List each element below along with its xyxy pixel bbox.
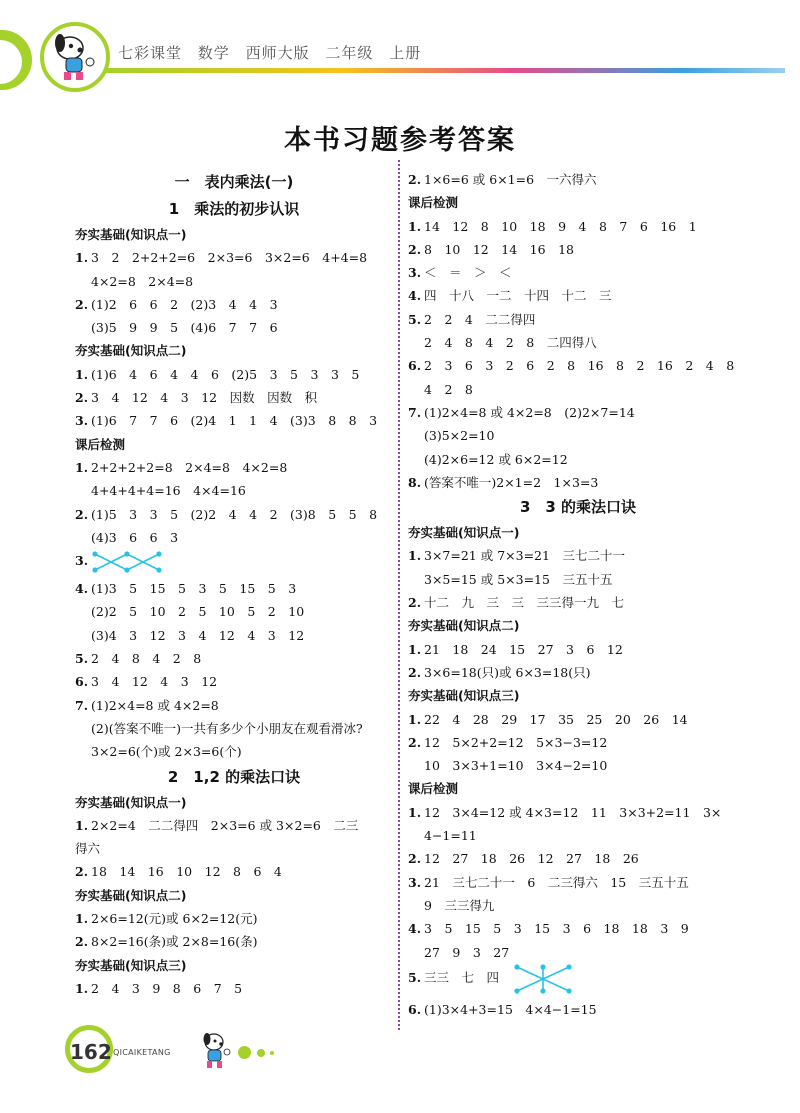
star-lines-figure	[511, 964, 575, 994]
answer-number: 6.	[408, 358, 422, 374]
answer-number: 2.	[408, 241, 422, 257]
answer-text: 12 3×4=12 或 4×3=12 11 3×3+2=11 3×	[424, 804, 722, 820]
answer-text: 22 4 28 29 17 35 25 20 26 14	[424, 711, 688, 727]
answer-number: 5.	[408, 311, 422, 327]
answer-number: 6.	[75, 674, 89, 690]
answer-number: 3.	[75, 413, 89, 429]
answer-text: (1)6 7 7 6 (2)4 1 1 4 (3)3 8 8 3	[91, 413, 378, 429]
answer-line-continued: 4+4+4+4=16 4×4=16	[91, 483, 246, 499]
answer-line	[408, 215, 748, 238]
answer-line	[408, 261, 748, 284]
answer-number: 1.	[75, 366, 89, 382]
answer-number: 8.	[408, 474, 422, 490]
footer-dot-medium	[257, 1049, 265, 1057]
subsection-heading: 课后检测	[408, 195, 459, 211]
answer-text: 21 18 24 15 27 3 6 12	[424, 641, 623, 657]
header-grade: 二年级	[325, 44, 374, 62]
answer-text: (1)2×4=8 或 4×2=8	[91, 697, 219, 713]
answer-number: 2.	[75, 934, 89, 950]
answer-line	[75, 293, 393, 316]
answer-number: 2.	[75, 390, 89, 406]
answer-line-continued: (3)5 9 9 5 (4)6 7 7 6	[91, 320, 278, 336]
answer-line	[75, 860, 393, 883]
answer-line	[408, 847, 748, 870]
answer-text: (1)2 6 6 2 (2)3 4 4 3	[91, 296, 278, 312]
answer-number: 2.	[408, 851, 422, 867]
footer-dot-large	[238, 1046, 251, 1059]
answer-number: 5.	[408, 970, 422, 986]
answer-text: 四 十八 一二 十四 十二 三	[424, 288, 612, 304]
answer-line	[408, 801, 748, 824]
star-dot	[540, 964, 545, 969]
answer-number: 2.	[408, 664, 422, 680]
answer-line	[75, 386, 393, 409]
answer-figure-line	[75, 549, 393, 577]
answer-line-continued: 10 3×3+1=10 3×4−2=10	[424, 758, 608, 774]
answer-line	[408, 238, 748, 261]
answer-text: (1)5 3 3 5 (2)2 4 4 2 (3)8 5 5 8	[91, 506, 378, 522]
answer-text: 2 4 8 4 2 8	[91, 651, 202, 667]
answer-text: 3×6=18(只)或 6×3=18(只)	[424, 664, 591, 680]
answer-line	[75, 930, 393, 953]
subsection-heading: 夯实基础(知识点二)	[75, 343, 187, 359]
page-number: 162	[70, 1040, 112, 1064]
answer-line-continued: 4×2=8 2×4=8	[91, 273, 194, 289]
matching-dot	[92, 551, 97, 556]
subsection-heading: 课后检测	[408, 781, 459, 797]
answer-text: 2 2 4 二二得四	[424, 311, 536, 327]
star-dot	[566, 964, 571, 969]
answer-line	[408, 401, 748, 424]
answer-line	[408, 308, 748, 331]
answer-line	[75, 977, 393, 1000]
answer-line-wrap: 得六	[75, 841, 101, 857]
answer-number: 1.	[408, 641, 422, 657]
answer-text: 3 2 2+2+2=6 2×3=6 3×2=6 4+4=8	[91, 250, 368, 266]
answer-number: 2.	[408, 595, 422, 611]
answer-line-continued: 27 9 3 27	[424, 944, 510, 960]
header-edition: 西师大版	[245, 44, 310, 62]
dog-mascot-small-icon	[196, 1030, 236, 1072]
right-column	[408, 168, 748, 1021]
section-heading: 2 1,2 的乘法口诀	[167, 767, 301, 786]
answer-text: 3 5 15 5 3 15 3 6 18 18 3 9	[424, 921, 689, 937]
answer-number: 4.	[408, 288, 422, 304]
answer-number: 1.	[75, 817, 89, 833]
answer-text: (1)3 5 15 5 3 5 15 5 3	[91, 581, 297, 597]
answer-line	[75, 246, 393, 269]
footer-dot-small	[270, 1051, 274, 1055]
answer-number: 2.	[75, 864, 89, 880]
matching-lines-figure	[91, 551, 163, 573]
header-title	[118, 42, 431, 63]
answer-text: (答案不唯一)2×1=2 1×3=3	[424, 474, 599, 490]
answer-number: 1.	[75, 250, 89, 266]
answer-line	[75, 670, 393, 693]
answer-line	[408, 471, 748, 494]
subsection-heading: 夯实基础(知识点二)	[408, 618, 520, 634]
answer-number: 1.	[75, 459, 89, 475]
answer-line-continued: (4)3 6 6 3	[91, 529, 179, 545]
answer-number: 1.	[75, 980, 89, 996]
answer-line	[75, 409, 393, 432]
header-volume: 上册	[389, 44, 422, 62]
matching-dot	[124, 551, 129, 556]
answer-number: 1.	[408, 711, 422, 727]
answer-text: 12 27 18 26 12 27 18 26	[424, 851, 639, 867]
answer-number: 1.	[408, 804, 422, 820]
answer-line	[408, 591, 748, 614]
star-dot	[540, 988, 545, 993]
answer-number: 4.	[75, 581, 89, 597]
matching-dot	[156, 551, 161, 556]
answer-line	[75, 456, 393, 479]
answer-text: (1)2×4=8 或 4×2=8 (2)2×7=14	[424, 404, 635, 420]
answer-line-continued: 4 2 8	[424, 381, 473, 397]
answer-text: 2×6=12(元)或 6×2=12(元)	[91, 911, 258, 927]
left-column	[75, 168, 393, 1000]
answer-text: 三三 七 四	[424, 970, 500, 986]
answer-text: 3×7=21 或 7×3=21 三七二十一	[424, 548, 625, 564]
subsection-heading: 夯实基础(知识点二)	[75, 887, 187, 903]
answer-number: 3.	[75, 553, 89, 569]
answer-line-continued: 9 三三得九	[424, 897, 495, 913]
answer-text: 2×2=4 二二得四 2×3=6 或 3×2=6 二三	[91, 817, 359, 833]
matching-dot	[92, 567, 97, 572]
answer-line	[75, 694, 393, 717]
answer-number: 2.	[75, 506, 89, 522]
header-subject: 数学	[197, 44, 230, 62]
subsection-heading: 夯实基础(知识点一)	[75, 227, 187, 242]
section-heading: 1 乘法的初步认识	[168, 200, 300, 218]
answer-number: 4.	[408, 921, 422, 937]
answer-line	[408, 731, 748, 754]
answer-line	[408, 168, 748, 191]
answer-line	[408, 917, 748, 940]
answer-number: 3.	[408, 874, 422, 890]
answer-line	[75, 647, 393, 670]
answer-line-continued: (2)2 5 10 2 5 10 5 2 10	[91, 604, 305, 620]
answer-number: 1.	[75, 911, 89, 927]
answer-line-continued: 4−1=11	[424, 828, 477, 844]
answer-line	[408, 284, 748, 307]
answer-text: 8 10 12 14 16 18	[424, 241, 574, 257]
answer-line	[75, 814, 393, 837]
star-dot	[514, 964, 519, 969]
answer-line-continued: (2)(答案不唯一)一共有多少个小朋友在观看滑冰?	[91, 720, 363, 736]
answer-number: 1.	[408, 548, 422, 564]
answer-line-continued: 2 4 8 4 2 8 二四得八	[424, 335, 597, 351]
section-heading: 3 3 的乘法口诀	[519, 498, 637, 517]
answer-text: 3 4 12 4 3 12 因数 因数 积	[91, 390, 318, 406]
answer-line	[408, 661, 748, 684]
answer-text: 3 4 12 4 3 12	[91, 674, 218, 690]
answer-number: 2.	[75, 296, 89, 312]
answer-number: 7.	[75, 697, 89, 713]
answer-text: 8×2=16(条)或 2×8=16(条)	[91, 934, 258, 950]
star-dot	[514, 988, 519, 993]
answer-line-continued: (3)4 3 12 3 4 12 4 3 12	[91, 627, 305, 643]
answer-line	[75, 907, 393, 930]
subsection-heading: 夯实基础(知识点三)	[408, 688, 520, 704]
matching-dot	[156, 567, 161, 572]
answer-text: 21 三七二十一 6 二三得六 15 三五十五	[424, 874, 689, 890]
answer-text: 2 4 3 9 8 6 7 5	[91, 980, 243, 996]
answer-line	[408, 544, 748, 567]
footer-brand: QICAIKETANG	[113, 1048, 171, 1057]
subsection-heading: 夯实基础(知识点一)	[408, 525, 520, 541]
answer-line	[408, 998, 748, 1021]
answer-text: 十二 九 三 三 三三得一九 七	[424, 595, 625, 611]
subsection-heading: 夯实基础(知识点一)	[75, 794, 187, 810]
answer-number: 1.	[408, 218, 422, 234]
page-title: 本书习题参考答案	[284, 125, 516, 156]
answer-line	[408, 354, 748, 377]
answer-text: (1)6 4 6 4 4 6 (2)5 3 5 3 3 5	[91, 366, 360, 382]
answer-line	[408, 638, 748, 661]
answer-text: 2+2+2+2=8 2×4=8 4×2=8	[91, 459, 288, 475]
matching-dot	[124, 567, 129, 572]
subsection-heading: 夯实基础(知识点三)	[75, 957, 187, 973]
answer-line	[408, 708, 748, 731]
answer-line	[75, 503, 393, 526]
answer-text: ＜ ＝ ＞ ＜	[424, 265, 512, 281]
answer-text: (1)3×4+3=15 4×4−1=15	[424, 1001, 597, 1017]
answer-number: 7.	[408, 404, 422, 420]
answer-figure-line	[408, 964, 748, 998]
header-series: 七彩课堂	[118, 44, 183, 62]
star-dot	[566, 988, 571, 993]
chapter-heading: 一 表内乘法(一)	[174, 173, 294, 191]
column-divider	[398, 160, 400, 1030]
answer-line-continued: (3)5×2=10	[424, 428, 495, 444]
answer-line	[75, 363, 393, 386]
answer-text: 2 3 6 3 2 6 2 8 16 8 2 16 2 4 8	[424, 358, 735, 374]
answer-text: 18 14 16 10 12 8 6 4	[91, 864, 282, 880]
answer-line-continued: 3×2=6(个)或 2×3=6(个)	[91, 744, 242, 760]
answer-line	[408, 871, 748, 894]
answer-number: 5.	[75, 651, 89, 667]
answer-line-continued: (4)2×6=12 或 6×2=12	[424, 451, 568, 467]
answer-line	[75, 577, 393, 600]
answer-number: 3.	[408, 265, 422, 281]
answer-line-continued: 3×5=15 或 5×3=15 三五十五	[424, 571, 613, 587]
subsection-heading: 课后检测	[75, 436, 126, 452]
answer-number: 6.	[408, 1001, 422, 1017]
answer-text: 1×6=6 或 6×1=6 一六得六	[424, 172, 597, 187]
answer-number: 2.	[408, 172, 422, 187]
answer-text: 14 12 8 10 18 9 4 8 7 6 16 1	[424, 218, 697, 234]
dog-mascot-icon	[40, 22, 110, 92]
header-rainbow-bar	[105, 68, 785, 73]
answer-text: 12 5×2+2=12 5×3−3=12	[424, 734, 608, 750]
answer-number: 2.	[408, 734, 422, 750]
